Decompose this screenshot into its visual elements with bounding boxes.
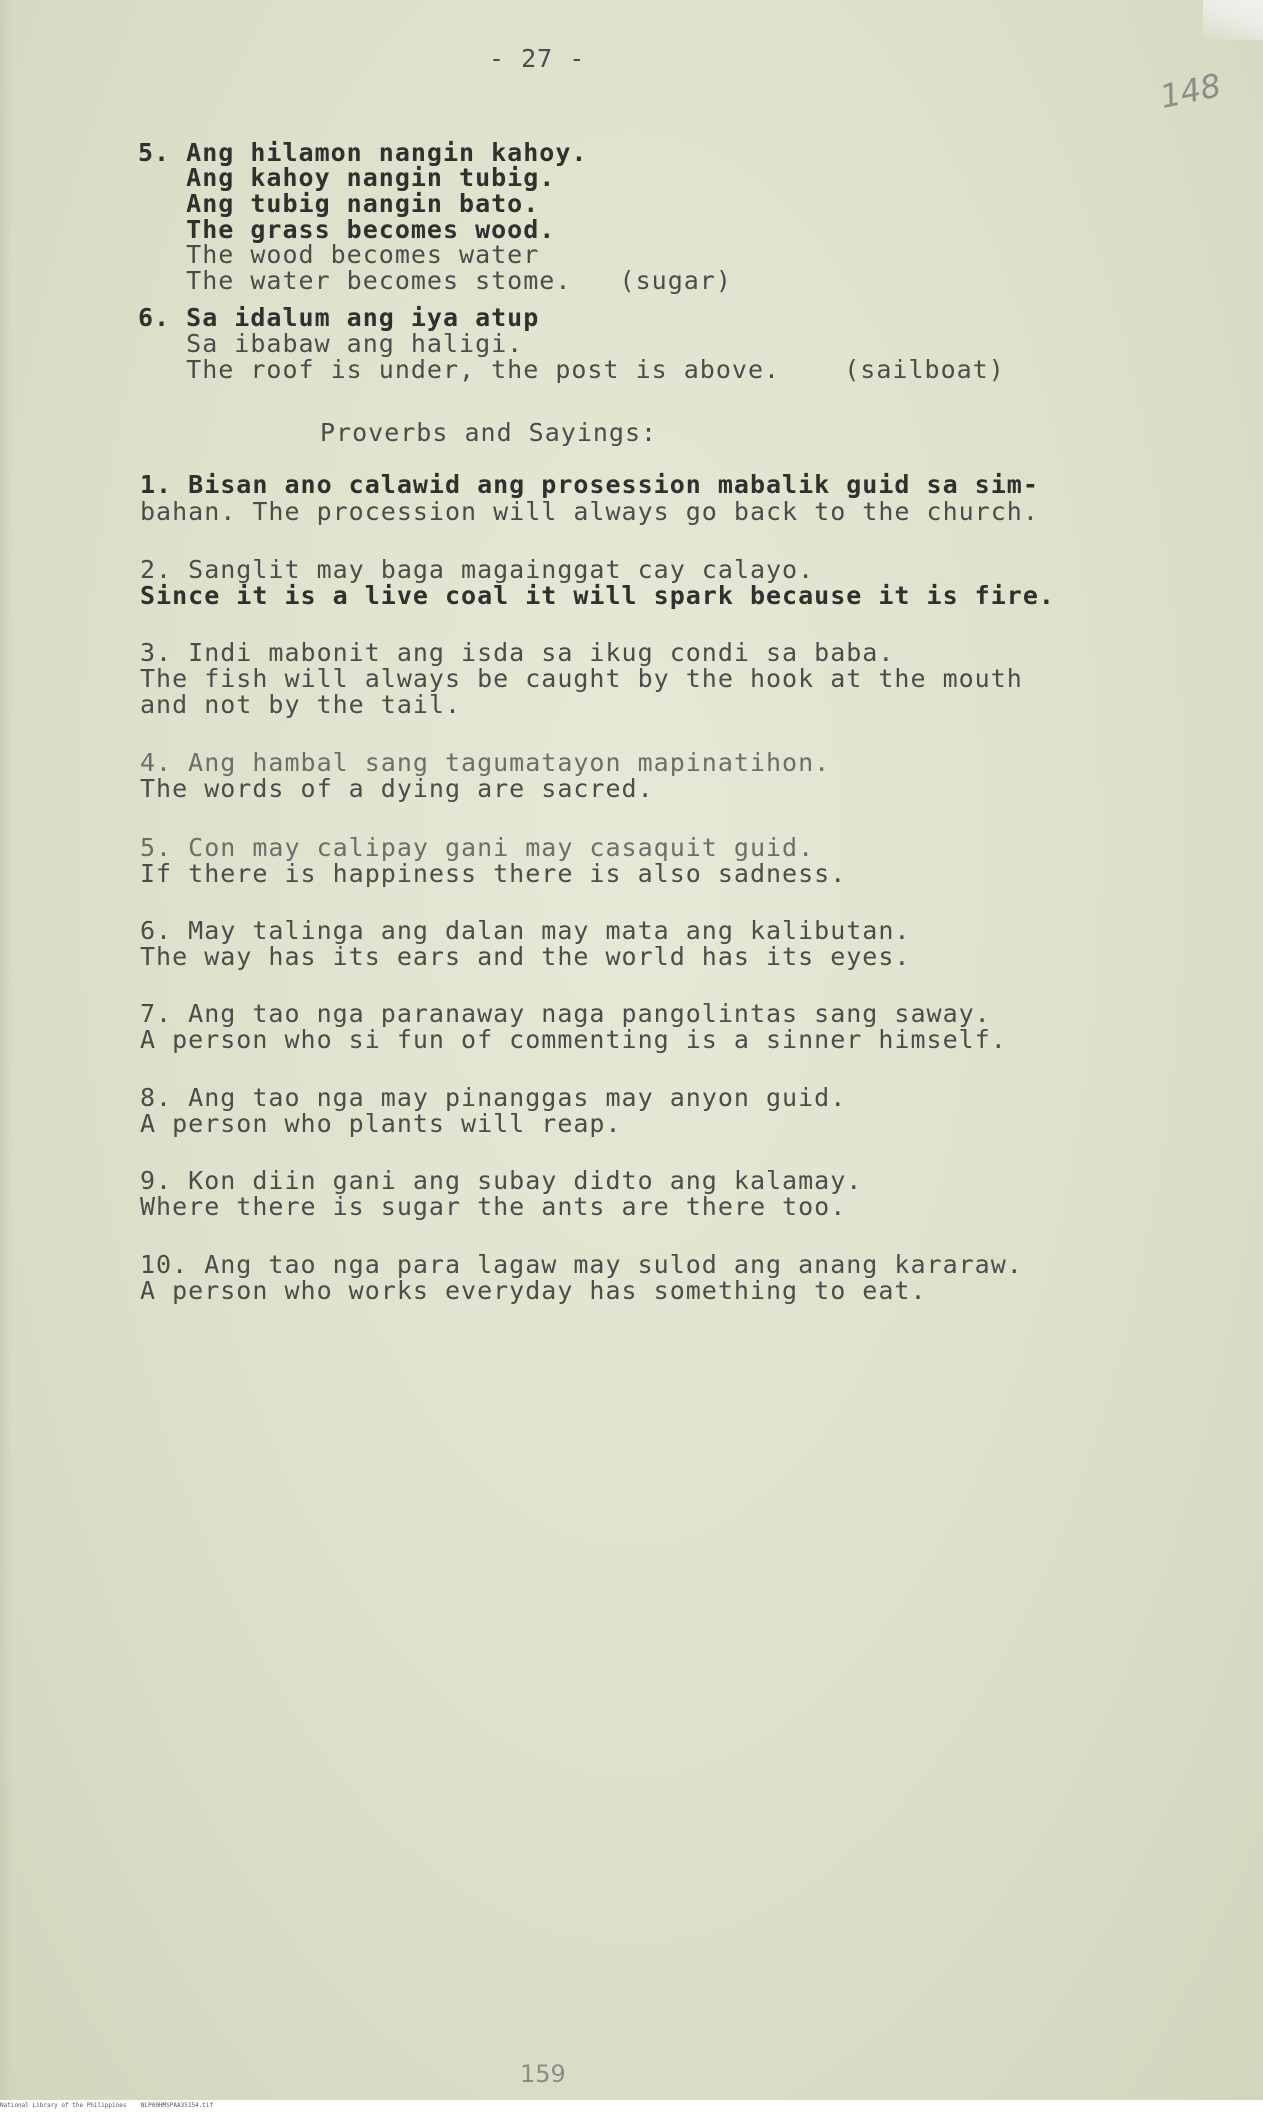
proverb-6-line-1: 6. May talinga ang dalan may mata ang kalibutan.: [140, 916, 911, 945]
section-heading: Proverbs and Sayings:: [320, 418, 658, 447]
proverb-3-line-1: 3. Indi mabonit ang isda sa ikug condi sa baba.: [140, 638, 895, 667]
riddle-5-line-5: The wood becomes water: [138, 240, 540, 269]
proverb-8-line-2: A person who plants will reap.: [140, 1109, 622, 1138]
proverb-2-line-1: 2. Sanglit may baga magainggat cay calayo.: [140, 555, 815, 584]
page-edge-shadow: [0, 0, 12, 2100]
proverb-8-line-1: 8. Ang tao nga may pinanggas may anyon guid.: [140, 1083, 847, 1112]
riddle-5-line-2: Ang kahoy nangin tubig.: [138, 163, 556, 192]
proverb-5-line-1: 5. Con may calipay gani may casaquit guid.: [140, 833, 815, 862]
proverb-1-line-2: bahan. The procession will always go back to the church.: [140, 497, 1039, 526]
archive-footer: National Library of the Philippines NLP00HMSPAA35154.tif: [0, 2100, 1263, 2112]
proverb-6-line-2: The way has its ears and the world has its eyes.: [140, 942, 911, 971]
riddle-5-line-1: 5. Ang hilamon nangin kahoy.: [138, 138, 588, 167]
page-number: - 27 -: [489, 44, 586, 73]
proverb-10-line-1: 10. Ang tao nga para lagaw may sulod ang anang kararaw.: [140, 1250, 1023, 1279]
proverb-5-line-2: If there is happiness there is also sadness.: [140, 859, 847, 888]
proverb-3-line-3: and not by the tail.: [140, 690, 462, 719]
proverb-4-line-1: 4. Ang hambal sang tagumatayon mapinatihon.: [140, 748, 831, 777]
proverb-4-line-2: The words of a dying are sacred.: [140, 774, 654, 803]
proverb-1-line-1: 1. Bisan ano calawid ang prosession mabalik guid sa sim-: [140, 470, 1039, 499]
riddle-6-line-3: The roof is under, the post is above. (sailboat): [138, 355, 1005, 384]
riddle-5-line-4: The grass becomes wood.: [138, 215, 556, 244]
proverb-10-line-2: A person who works everyday has something to eat.: [140, 1276, 927, 1305]
proverb-9-line-1: 9. Kon diin gani ang subay didto ang kalamay.: [140, 1166, 863, 1195]
riddle-6-line-1: 6. Sa idalum ang iya atup: [138, 303, 540, 332]
proverb-7-line-2: A person who si fun of commenting is a sinner himself.: [140, 1025, 1007, 1054]
pencil-page-number: 159: [520, 2060, 566, 2088]
pencil-folio-number: 148: [1156, 66, 1225, 116]
riddle-5-line-6: The water becomes stome. (sugar): [138, 266, 732, 295]
proverb-9-line-2: Where there is sugar the ants are there too.: [140, 1192, 847, 1221]
proverb-2-line-2: Since it is a live coal it will spark because it is fire.: [140, 581, 1055, 610]
riddle-6-line-2: Sa ibabaw ang haligi.: [138, 329, 524, 358]
proverb-3-line-2: The fish will always be caught by the hook at the mouth: [140, 664, 1023, 693]
torn-corner: [1203, 0, 1263, 40]
riddle-5-line-3: Ang tubig nangin bato.: [138, 189, 540, 218]
proverb-7-line-1: 7. Ang tao nga paranaway naga pangolintas sang saway.: [140, 999, 991, 1028]
